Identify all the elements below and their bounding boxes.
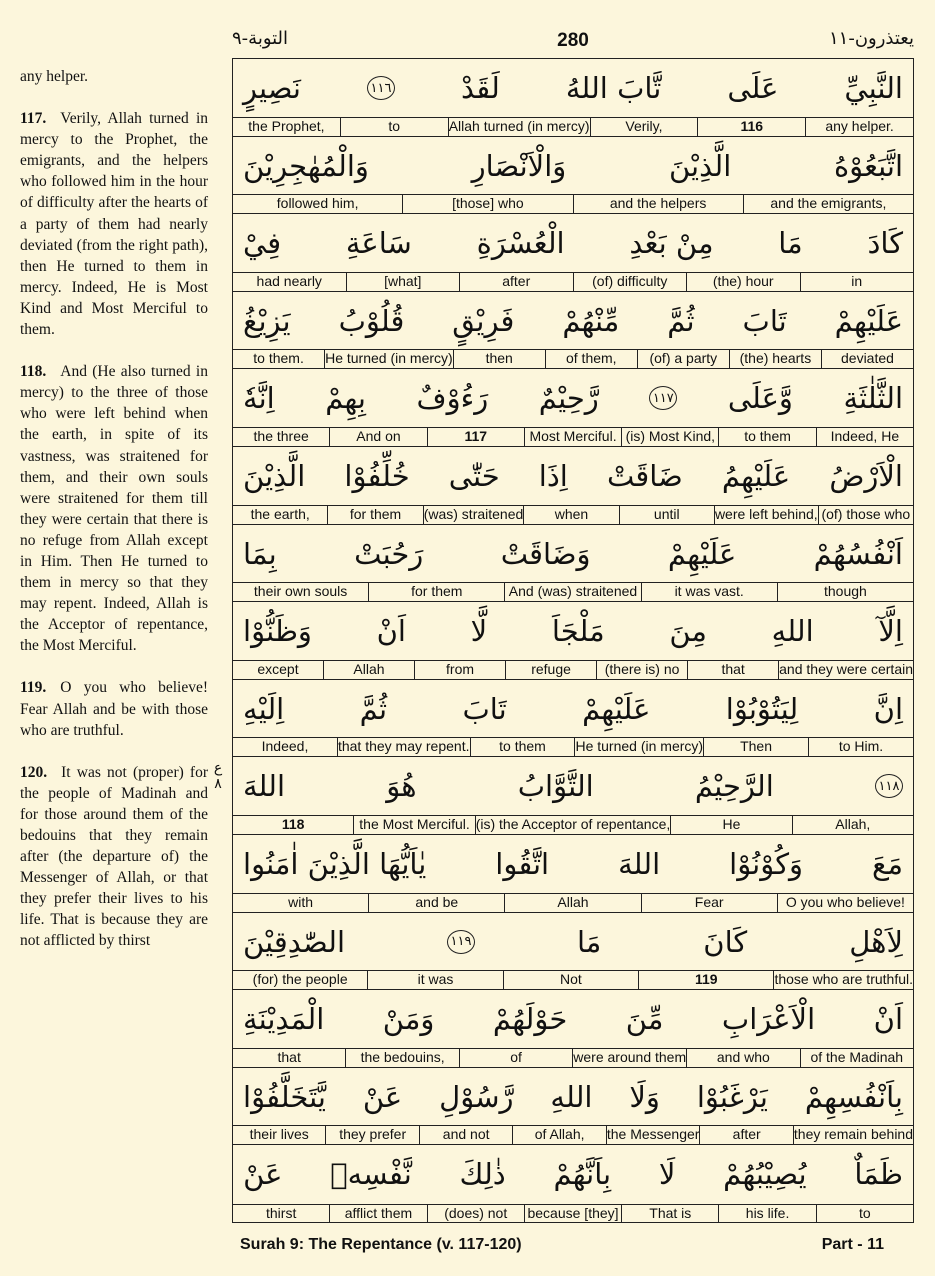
arabic-word: تَابَ bbox=[742, 303, 787, 338]
translation-paragraph bbox=[20, 762, 208, 952]
arabic-word: عَلَيْهِمُ bbox=[721, 458, 791, 493]
gloss-cell: (is) the Acceptor of repentance, bbox=[475, 815, 671, 832]
gloss-cell: that they may repent. bbox=[337, 738, 470, 755]
gloss-cell: He turned (in mercy) bbox=[325, 350, 453, 367]
arabic-word: كَادَ bbox=[867, 226, 903, 261]
arabic-line bbox=[233, 447, 913, 505]
arabic-word: الْاَرْضُ bbox=[829, 458, 903, 493]
arabic-word: مِّنَ bbox=[625, 1002, 664, 1037]
gloss-cell: though bbox=[777, 583, 913, 601]
arabic-word: اَنْ bbox=[873, 1002, 903, 1037]
footer-surah-title: Surah 9: The Repentance (v. 117-120) bbox=[240, 1236, 522, 1253]
gloss-cell: And on bbox=[329, 428, 426, 446]
arabic-word: يَّتَخَلَّفُوْا bbox=[243, 1079, 326, 1114]
arabic-word: عَلَى bbox=[727, 71, 779, 105]
arabic-line bbox=[233, 757, 913, 815]
arabic-word: تَابَ bbox=[462, 691, 507, 726]
gloss-cell: after bbox=[699, 1126, 792, 1144]
arabic-word: التَّوَّابُ bbox=[517, 769, 594, 804]
arabic-word: وَظَنُّوْا bbox=[243, 614, 312, 649]
page-number: 280 bbox=[557, 30, 589, 51]
gloss-cell: had nearly bbox=[256, 272, 322, 289]
arabic-word: بِهِمْ bbox=[325, 381, 366, 416]
arabic-word: بِاَنَّهُمْ bbox=[553, 1157, 612, 1192]
gloss-cell: the Prophet, bbox=[248, 117, 325, 134]
grid-row bbox=[233, 680, 913, 758]
gloss-cell: of Allah, bbox=[512, 1126, 605, 1144]
gloss-cell: in bbox=[800, 273, 914, 291]
arabic-word: ظَمَاٌ bbox=[854, 1157, 903, 1192]
arabic-word: ذٰلِكَ bbox=[459, 1157, 506, 1192]
gloss-cell: when bbox=[523, 506, 618, 524]
arabic-word: حَوْلَهُمْ bbox=[492, 1002, 568, 1037]
gloss-cell: then bbox=[453, 350, 545, 368]
arabic-word: اِلَّآ bbox=[878, 614, 903, 649]
arabic-word: رَءُوْفٌ bbox=[416, 381, 489, 416]
arabic-word: اللهَ bbox=[243, 769, 286, 804]
arabic-line bbox=[233, 835, 913, 893]
translation-paragraph bbox=[20, 677, 208, 740]
arabic-word: يَرْغَبُوْا bbox=[696, 1079, 768, 1114]
gloss-line bbox=[233, 737, 913, 756]
gloss-cell: their lives bbox=[249, 1126, 309, 1143]
gloss-cell: (was) straitened bbox=[423, 505, 524, 522]
arabic-word: الَّذِيْنَ bbox=[668, 148, 732, 183]
gloss-cell: of the Madinah bbox=[800, 1049, 913, 1067]
gloss-cell: 116 bbox=[697, 118, 805, 136]
arabic-word: مِنْ بَعْدِ bbox=[629, 226, 714, 261]
gloss-cell: Indeed, He bbox=[816, 428, 913, 446]
gloss-cell: from bbox=[414, 661, 505, 679]
arabic-word: تَّابَ اللهُ bbox=[565, 71, 662, 105]
verse-end-marker: ١١٨ bbox=[875, 774, 903, 798]
arabic-word: عَنْ bbox=[362, 1079, 403, 1114]
arabic-word: يٰاَيُّهَا الَّذِيْنَ اٰمَنُوا bbox=[243, 846, 427, 881]
gloss-cell: Not bbox=[503, 971, 638, 989]
arabic-line bbox=[233, 292, 913, 350]
arabic-word: خُلِّفُوْا bbox=[344, 458, 410, 493]
grid-row bbox=[233, 137, 913, 215]
gloss-cell: Verily, bbox=[590, 118, 698, 136]
arabic-word: فَرِيْقٍ bbox=[452, 303, 515, 338]
arabic-word: وَضَاقَتْ bbox=[500, 536, 591, 571]
gloss-cell: (of) those who bbox=[818, 506, 913, 524]
gloss-cell: and they were certain bbox=[779, 660, 913, 677]
arabic-word: مِنَ bbox=[669, 614, 707, 649]
arabic-word: الَّذِيْنَ bbox=[243, 458, 306, 493]
gloss-cell: And (was) straitened bbox=[504, 583, 640, 601]
grid-row bbox=[233, 757, 913, 835]
gloss-cell: were left behind, bbox=[714, 505, 818, 522]
grid-row bbox=[233, 59, 913, 137]
gloss-cell: his life. bbox=[718, 1205, 815, 1223]
arabic-word: نَصِيرٍ bbox=[243, 71, 301, 105]
translation-paragraph bbox=[20, 108, 208, 340]
arabic-word: عَلَيْهِمْ bbox=[667, 536, 737, 571]
gloss-cell: [what] bbox=[346, 273, 460, 291]
gloss-cell: and who bbox=[686, 1049, 799, 1067]
gloss-cell: (of) a party bbox=[637, 350, 729, 368]
arabic-word: بِاَنْفُسِهِمْ bbox=[804, 1079, 903, 1114]
arabic-word: اِذَا bbox=[538, 458, 568, 493]
gloss-cell: (for) the people bbox=[252, 971, 348, 988]
gloss-cell: (the) hearts bbox=[729, 350, 821, 368]
arabic-word: لَا bbox=[658, 1157, 676, 1192]
arabic-line bbox=[233, 214, 913, 272]
verse-number: 118. bbox=[20, 363, 47, 381]
grid-row bbox=[233, 292, 913, 370]
gloss-cell: until bbox=[619, 506, 714, 524]
gloss-cell: it was bbox=[367, 971, 502, 989]
gloss-line bbox=[233, 893, 913, 912]
arabic-line bbox=[233, 1145, 913, 1203]
arabic-word: لَّا bbox=[470, 614, 488, 649]
footer-part: Part - 11 bbox=[821, 1236, 884, 1253]
verse-number: 120. bbox=[20, 763, 48, 781]
translation-text: O you who believe! Fear Allah and be with those who are truthful. bbox=[20, 679, 208, 739]
arabic-word: وَالْمُهٰجِرِيْنَ bbox=[243, 148, 369, 183]
gloss-cell: for them bbox=[368, 583, 504, 601]
gloss-cell: and the emigrants, bbox=[743, 195, 913, 213]
arabic-line bbox=[233, 1068, 913, 1126]
gloss-cell: to them bbox=[718, 428, 815, 446]
grid-row bbox=[233, 990, 913, 1068]
juz-name-arabic: يعتذرون-١١ bbox=[828, 28, 914, 49]
gloss-cell: Most Merciful. bbox=[524, 428, 621, 446]
gloss-cell: those who are truthful. bbox=[774, 971, 913, 988]
arabic-word: ثُمَّ bbox=[359, 691, 388, 726]
gloss-line bbox=[233, 1048, 913, 1067]
gloss-cell: to them. bbox=[253, 350, 304, 367]
arabic-word: وَمَنْ bbox=[382, 1002, 435, 1037]
arabic-word: لِاَهْلِ bbox=[849, 924, 903, 959]
arabic-word: اللهِ bbox=[550, 1079, 593, 1114]
gloss-cell: the earth, bbox=[250, 505, 310, 522]
gloss-line bbox=[233, 1125, 913, 1144]
gloss-cell: followed him, bbox=[276, 195, 359, 212]
gloss-cell: Fear bbox=[641, 894, 777, 912]
arabic-word: اتَّبَعُوْهُ bbox=[833, 148, 903, 183]
gloss-cell: (the) hour bbox=[686, 273, 800, 291]
gloss-line bbox=[233, 117, 913, 136]
gloss-cell: were around them bbox=[573, 1048, 687, 1065]
arabic-word: ثُمَّ bbox=[667, 303, 695, 338]
gloss-line bbox=[233, 349, 913, 368]
gloss-cell: and not bbox=[419, 1126, 512, 1144]
gloss-cell: [those] who bbox=[402, 195, 572, 213]
arabic-word: نَّفْسِهٖ bbox=[330, 1157, 412, 1192]
grid-row bbox=[233, 835, 913, 913]
arabic-word: اِنَّ bbox=[873, 691, 903, 726]
gloss-line bbox=[233, 660, 913, 679]
arabic-word: مَا bbox=[576, 924, 602, 959]
grid-row bbox=[233, 913, 913, 991]
arabic-word: حَتّٰى bbox=[448, 458, 500, 493]
gloss-cell: Allah bbox=[323, 661, 414, 679]
gloss-cell: that bbox=[277, 1048, 301, 1065]
arabic-line bbox=[233, 525, 913, 583]
arabic-word: الْاَعْرَابِ bbox=[721, 1002, 816, 1037]
page-footer bbox=[240, 1236, 884, 1258]
gloss-line bbox=[233, 815, 913, 834]
arabic-word: وَالْاَنْصَارِ bbox=[471, 148, 567, 183]
grid-row bbox=[233, 447, 913, 525]
gloss-cell: with bbox=[288, 893, 314, 910]
gloss-line bbox=[233, 1204, 913, 1223]
gloss-cell: the Messenger bbox=[606, 1126, 700, 1143]
arabic-word: اَنْ bbox=[376, 614, 406, 649]
arabic-word: هُوَ bbox=[386, 769, 417, 804]
verse-end-marker: ١١٦ bbox=[367, 76, 395, 100]
arabic-word: مَا bbox=[778, 226, 803, 261]
gloss-cell: the Most Merciful. bbox=[353, 816, 474, 834]
arabic-word: يَزِيْغُ bbox=[243, 303, 291, 338]
grid-row bbox=[233, 1145, 913, 1223]
gloss-cell: they prefer bbox=[325, 1126, 418, 1144]
gloss-line bbox=[233, 272, 913, 291]
translation-column bbox=[20, 66, 208, 973]
gloss-cell: to them bbox=[470, 738, 575, 756]
translation-text: It was not (proper) for the people of Madinah and for those around them of the bedouins that they remain after (the departure of) the Messenger of Allah, or that they prefer their lives to his life. That is because they are not afflicted by thirst bbox=[20, 763, 208, 950]
gloss-line bbox=[233, 970, 913, 989]
gloss-cell: of bbox=[459, 1049, 572, 1067]
arabic-word: اللهِ bbox=[771, 614, 814, 649]
gloss-cell: the bedouins, bbox=[345, 1049, 458, 1067]
gloss-cell: afflict them bbox=[329, 1205, 426, 1223]
surah-name-arabic: التوبة-٩ bbox=[232, 28, 289, 49]
arabic-word: الْمَدِيْنَةِ bbox=[243, 1002, 325, 1037]
arabic-word: لِيَتُوْبُوْا bbox=[725, 691, 799, 726]
arabic-line bbox=[233, 137, 913, 195]
gloss-cell: Then bbox=[703, 738, 808, 756]
gloss-cell: to bbox=[340, 118, 448, 136]
arabic-word: بِمَا bbox=[243, 536, 277, 571]
arabic-word: عَنْ bbox=[243, 1157, 283, 1192]
arabic-word: رَحُبَتْ bbox=[354, 536, 424, 571]
arabic-word: عَلَيْهِمْ bbox=[834, 303, 903, 338]
gloss-line bbox=[233, 427, 913, 446]
arabic-word: مِّنْهُمْ bbox=[562, 303, 620, 338]
gloss-cell: to Him. bbox=[808, 738, 913, 756]
arabic-word: اللهَ bbox=[618, 846, 661, 881]
arabic-word: وَكُوْنُوْا bbox=[729, 846, 804, 881]
gloss-cell: Allah bbox=[504, 894, 640, 912]
gloss-cell: it was vast. bbox=[641, 583, 777, 601]
arabic-line bbox=[233, 913, 913, 971]
gloss-cell: 119 bbox=[638, 971, 773, 989]
gloss-cell: except bbox=[257, 660, 299, 677]
gloss-cell: that bbox=[687, 661, 778, 679]
arabic-word: النَّبِيِّ bbox=[844, 71, 903, 105]
gloss-cell: because [they] bbox=[524, 1205, 621, 1223]
gloss-cell: their own souls bbox=[253, 583, 348, 600]
arabic-word: كَانَ bbox=[703, 924, 748, 959]
gloss-line bbox=[233, 194, 913, 213]
arabic-word: اَنْفُسُهُمْ bbox=[813, 536, 903, 571]
grid-row bbox=[233, 214, 913, 292]
arabic-word: فِيْ bbox=[243, 226, 282, 261]
gloss-cell: and be bbox=[368, 894, 504, 912]
verse-end-marker: ١١٧ bbox=[649, 386, 677, 410]
arabic-word: اِلَيْهِ bbox=[243, 691, 285, 726]
arabic-word: اتَّقُوا bbox=[495, 846, 550, 881]
gloss-cell: Indeed, bbox=[261, 738, 309, 755]
gloss-cell: Allah, bbox=[792, 816, 913, 834]
gloss-cell: (there is) no bbox=[596, 661, 687, 679]
arabic-word: اِنَّهٗ bbox=[243, 381, 275, 416]
verse-end-marker: ١١٩ bbox=[447, 930, 475, 954]
translation-text: And (He also turned in mercy) to the three of those who were left behind when the earth, in spite of its vastness, was straitened for them, and their own souls were straitened for them till they were certain that there is no refuge from Allah except in Him. Then He turned to them in mercy so that they may repent. Indeed, Allah is the Acceptor of repentance, the Most Merciful. bbox=[20, 363, 208, 655]
arabic-word: مَلْجَاَ bbox=[551, 614, 605, 649]
gloss-cell: of them, bbox=[545, 350, 637, 368]
gloss-cell: deviated bbox=[821, 350, 913, 368]
grid-row bbox=[233, 525, 913, 603]
arabic-word: الصّٰدِقِيْنَ bbox=[243, 924, 345, 959]
gloss-cell: and the helpers bbox=[573, 195, 743, 213]
verse-number: 119. bbox=[20, 679, 47, 697]
translation-paragraph bbox=[20, 66, 208, 87]
gloss-cell: after bbox=[459, 273, 573, 291]
arabic-line bbox=[233, 990, 913, 1048]
grid-row bbox=[233, 1068, 913, 1146]
arabic-line bbox=[233, 602, 913, 660]
grid-row bbox=[233, 369, 913, 447]
translation-text: Verily, Allah turned in mercy to the Prophet, the emigrants, and the helpers who followed him in the hour of difficulty after the hearts of a party of them had nearly deviated (from the right path), then He turned to them in mercy. Indeed, He is Most Kind and Most Merciful to them. bbox=[20, 110, 208, 339]
gloss-cell: That is bbox=[621, 1205, 718, 1223]
arabic-word: رَّسُوْلِ bbox=[439, 1079, 514, 1114]
gloss-line bbox=[233, 505, 913, 524]
arabic-line bbox=[233, 59, 913, 117]
ruku-mark: ع ٨ bbox=[213, 760, 223, 792]
arabic-word: قُلُوْبُ bbox=[338, 303, 405, 338]
gloss-cell: thirst bbox=[266, 1204, 297, 1221]
gloss-cell: refuge bbox=[505, 661, 596, 679]
gloss-cell: (is) Most Kind, bbox=[621, 428, 718, 446]
arabic-word: الثَّلٰثَةِ bbox=[843, 381, 903, 416]
arabic-word: وَّعَلَى bbox=[727, 381, 793, 416]
word-by-word-grid bbox=[232, 58, 914, 1223]
gloss-cell: He turned (in mercy) bbox=[575, 738, 704, 755]
gloss-line bbox=[233, 582, 913, 601]
arabic-word: سَاعَةِ bbox=[345, 226, 412, 261]
arabic-word: يُصِيْبُهُمْ bbox=[723, 1157, 807, 1192]
arabic-word: رَّحِيْمٌ bbox=[538, 381, 599, 416]
arabic-word: عَلَيْهِمْ bbox=[582, 691, 651, 726]
translation-paragraph bbox=[20, 361, 208, 656]
gloss-cell: 118 bbox=[281, 815, 305, 832]
gloss-cell: for them bbox=[327, 506, 422, 524]
arabic-word: الرَّحِيْمُ bbox=[694, 769, 774, 804]
arabic-line bbox=[233, 369, 913, 427]
arabic-word: الْعُسْرَةِ bbox=[476, 226, 565, 261]
page-header bbox=[232, 28, 914, 56]
grid-row bbox=[233, 602, 913, 680]
gloss-cell: any helper. bbox=[805, 118, 913, 136]
arabic-word: لَقَدْ bbox=[461, 71, 500, 105]
gloss-cell: He bbox=[670, 816, 791, 834]
arabic-word: مَعَ bbox=[872, 846, 903, 881]
arabic-line bbox=[233, 680, 913, 738]
gloss-cell: (does) not bbox=[427, 1205, 524, 1223]
arabic-word: ضَاقَتْ bbox=[606, 458, 683, 493]
gloss-cell: 117 bbox=[427, 428, 524, 446]
gloss-cell: Allah turned (in mercy) bbox=[448, 117, 590, 134]
gloss-cell: O you who believe! bbox=[777, 894, 913, 912]
gloss-cell: (of) difficulty bbox=[573, 273, 687, 291]
gloss-cell: they remain behind bbox=[793, 1126, 913, 1143]
gloss-cell: to bbox=[816, 1205, 913, 1223]
arabic-word: وَلَا bbox=[629, 1079, 660, 1114]
gloss-cell: the three bbox=[253, 427, 309, 444]
verse-number: 117. bbox=[20, 110, 47, 128]
translation-text: any helper. bbox=[20, 68, 89, 85]
